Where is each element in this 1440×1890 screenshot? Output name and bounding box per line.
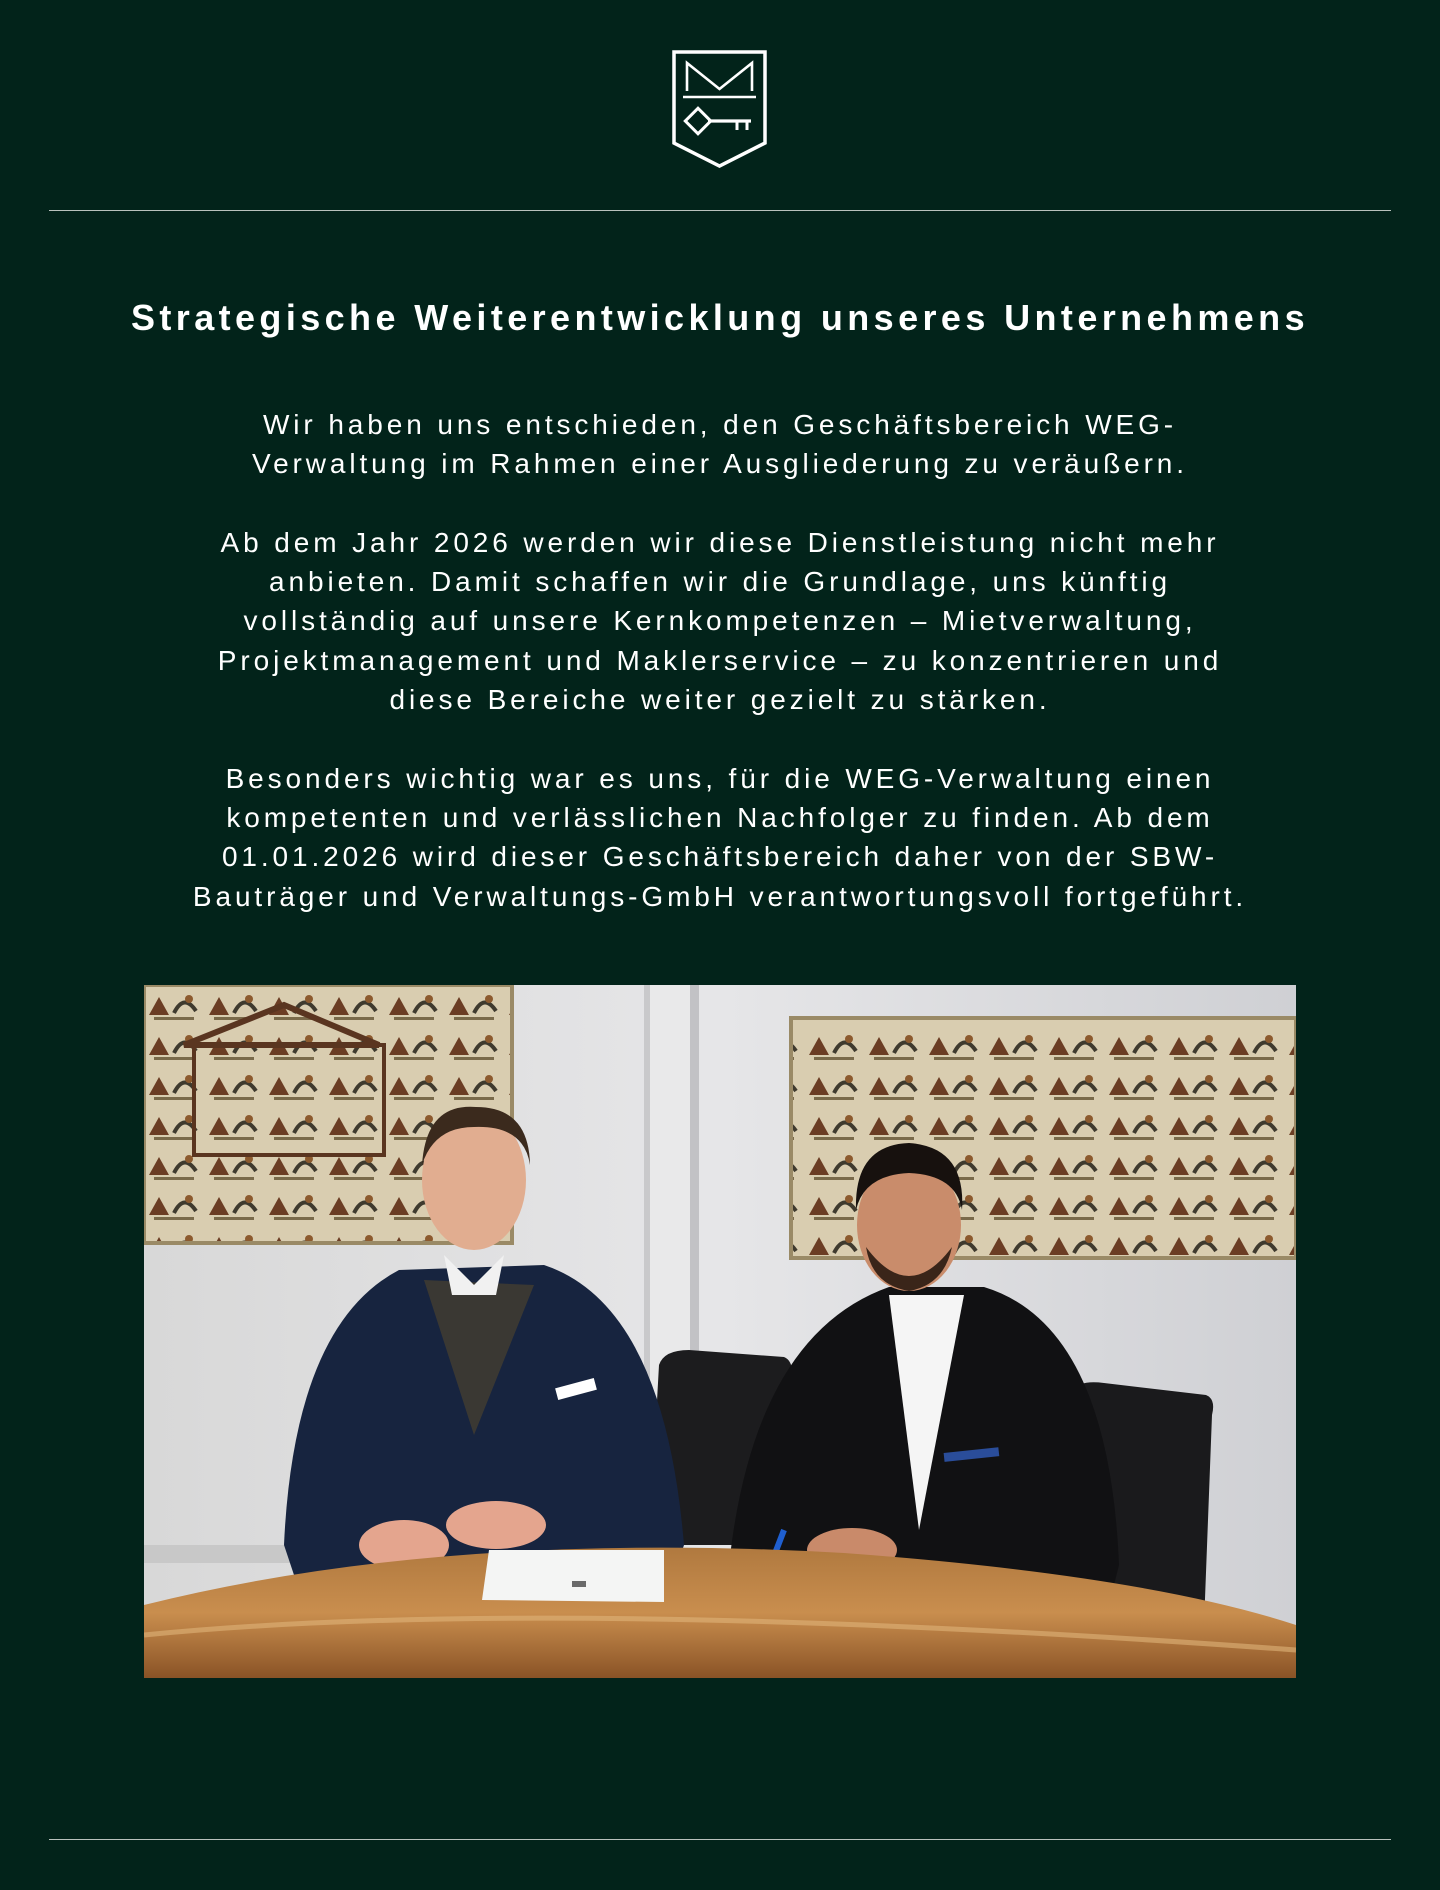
announcement-body — [140, 405, 1300, 955]
text-line: Projektmanagement und Maklerservice – zu konzentrieren und — [217, 644, 1223, 676]
crest-m-key-icon — [671, 49, 768, 169]
top-divider — [49, 210, 1391, 211]
page-title: Strategische Weiterentwicklung unseres Unternehmens — [130, 297, 1309, 338]
paragraph-intro — [140, 405, 1300, 484]
text-line: Bauträger und Verwaltungs-GmbH verantwortungsvoll fortgeführt. — [192, 880, 1248, 912]
photo-two-men-signing-icon — [144, 985, 1296, 1678]
text-line: Verwaltung im Rahmen einer Ausgliederung zu veräußern. — [252, 448, 1188, 480]
signing-photo — [144, 985, 1296, 1678]
text-line: vollständig auf unsere Kernkompetenzen – Mietverwaltung, — [243, 605, 1197, 637]
text-line: anbieten. Damit schaffen wir die Grundlage, uns künftig — [269, 566, 1171, 598]
text-line: Ab dem Jahr 2026 werden wir diese Dienstleistung nicht mehr — [220, 526, 1220, 558]
bottom-divider — [49, 1839, 1391, 1840]
paragraph-strategy — [140, 523, 1300, 719]
text-line: 01.01.2026 wird dieser Geschäftsbereich daher von der SBW- — [221, 841, 1219, 873]
brand-logo[interactable] — [671, 49, 768, 169]
text-line: diese Bereiche weiter gezielt zu stärken. — [389, 684, 1051, 716]
text-line: Wir haben uns entschieden, den Geschäftsbereich WEG- — [262, 409, 1178, 440]
text-line: kompetenten und verlässlichen Nachfolger zu finden. Ab dem — [226, 801, 1214, 833]
text-line: Besonders wichtig war es uns, für die WEG-Verwaltung einen — [225, 762, 1215, 794]
paragraph-successor — [140, 759, 1300, 916]
